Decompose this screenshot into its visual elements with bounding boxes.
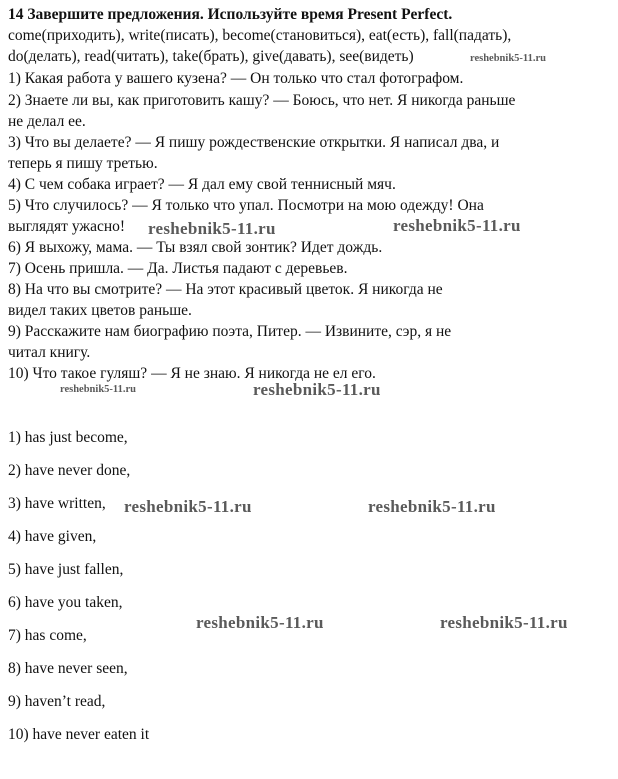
answer-item: 2) have never done, xyxy=(8,462,131,479)
exercise-text-line: 10) Что такое гуляш? — Я не знаю. Я никогда не ел его. xyxy=(8,365,376,382)
watermark: reshebnik5-11.ru xyxy=(470,53,546,64)
watermark: reshebnik5-11.ru xyxy=(196,613,324,632)
exercise-text-line: do(делать), read(читать), take(брать), give(давать), see(видеть) xyxy=(8,48,414,65)
exercise-text-line: 7) Осень пришла. — Да. Листья падают с деревьев. xyxy=(8,260,348,277)
watermark: reshebnik5-11.ru xyxy=(393,216,521,235)
exercise-text-line: 1) Какая работа у вашего кузена? — Он только что стал фотографом. xyxy=(8,70,464,87)
exercise-title: 14 Завершите предложения. Используйте время Present Perfect. xyxy=(8,6,453,23)
exercise-text-line: 8) На что вы смотрите? — На этот красивый цветок. Я никогда не xyxy=(8,281,443,298)
answer-item: 7) has come, xyxy=(8,627,87,644)
watermark: reshebnik5-11.ru xyxy=(60,384,136,395)
exercise-text-line: читал книгу. xyxy=(8,344,91,361)
answer-item: 8) have never seen, xyxy=(8,660,128,677)
watermark: reshebnik5-11.ru xyxy=(124,497,252,516)
watermark: reshebnik5-11.ru xyxy=(253,380,381,399)
exercise-text-line: 9) Расскажите нам биографию поэта, Питер. — Извините, сэр, я не xyxy=(8,323,452,340)
exercise-text-line: 4) С чем собака играет? — Я дал ему свой теннисный мяч. xyxy=(8,176,396,193)
watermark: reshebnik5-11.ru xyxy=(148,219,276,238)
exercise-text-line: не делал ее. xyxy=(8,113,86,130)
watermark: reshebnik5-11.ru xyxy=(368,497,496,516)
exercise-text-line: 2) Знаете ли вы, как приготовить кашу? — Боюсь, что нет. Я никогда раньше xyxy=(8,92,516,109)
exercise-text-line: теперь я пишу третью. xyxy=(8,155,158,172)
exercise-text-line: видел таких цветов раньше. xyxy=(8,302,192,319)
exercise-text-line: 5) Что случилось? — Я только что упал. Посмотри на мою одежду! Она xyxy=(8,197,484,214)
answer-item: 9) haven’t read, xyxy=(8,693,106,710)
exercise-text-line: 3) Что вы делаете? — Я пишу рождественские открытки. Я написал два, и xyxy=(8,134,500,151)
answer-item: 3) have written, xyxy=(8,495,106,512)
watermark: reshebnik5-11.ru xyxy=(440,613,568,632)
exercise-text-line: 6) Я выхожу, мама. — Ты взял свой зонтик? Идет дождь. xyxy=(8,239,383,256)
answer-item: 4) have given, xyxy=(8,528,97,545)
exercise-text-line: come(приходить), write(писать), become(становиться), eat(есть), fall(падать), xyxy=(8,27,512,44)
answer-item: 6) have you taken, xyxy=(8,594,123,611)
exercise-text-line: выглядят ужасно! xyxy=(8,218,126,235)
answer-item: 5) have just fallen, xyxy=(8,561,124,578)
answer-item: 10) have never eaten it xyxy=(8,726,150,743)
answer-item: 1) has just become, xyxy=(8,429,128,446)
